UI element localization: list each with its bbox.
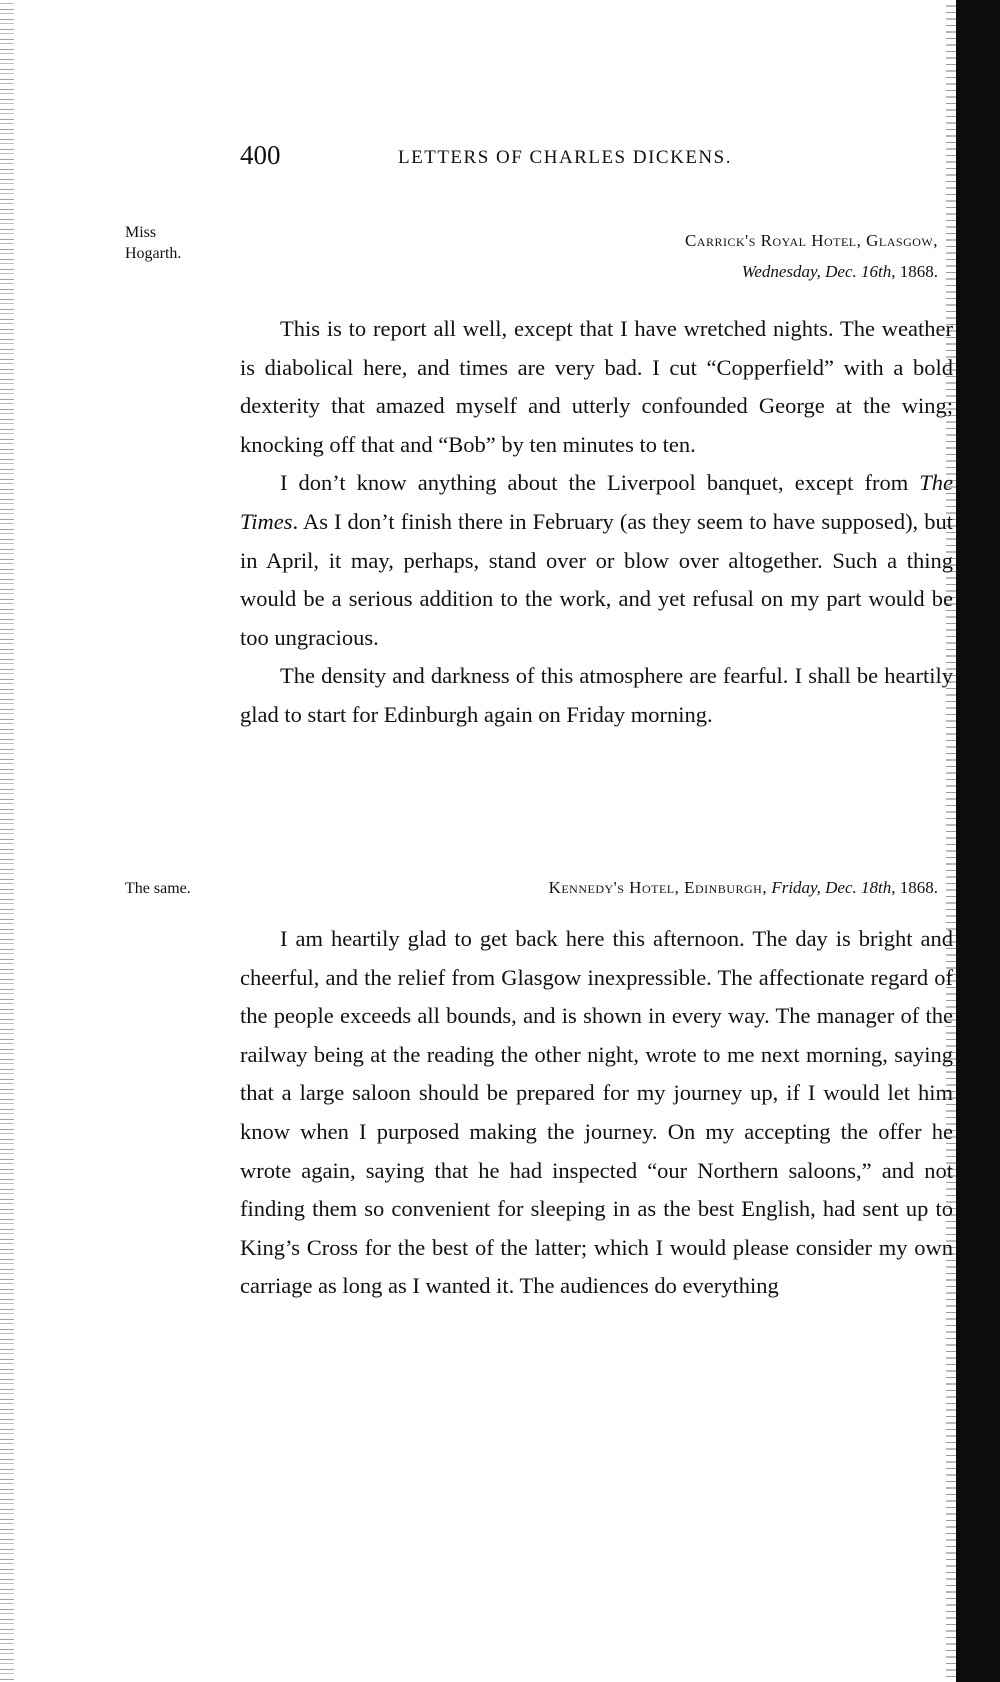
paragraph-text: I don’t know anything about the Liverpool banquet, except from bbox=[280, 470, 920, 496]
scan-edge-right bbox=[956, 0, 1000, 1682]
book-title: LETTERS OF CHARLES DICKENS. bbox=[398, 147, 732, 168]
newspaper-title: The Times bbox=[240, 470, 953, 534]
letter-place: Carrick's Royal Hotel, Glasgow, bbox=[684, 231, 938, 250]
recipient-note-1 bbox=[125, 222, 225, 264]
letter-date bbox=[549, 872, 938, 903]
dateline-1 bbox=[685, 225, 938, 287]
paragraph bbox=[240, 464, 953, 657]
paragraph bbox=[240, 310, 953, 464]
recipient-note-line: Miss bbox=[125, 224, 157, 241]
letter-date-text: Friday, Dec. 18th, bbox=[767, 878, 896, 897]
paragraph-text: This is to report all well, except that I have wretched nights. The weather is diabolical here, and times are very bad. I cut “Copperfield” with a bold dexterity that amazed myself and utterly confounded George at the wing; knocking off that and “Bob” by ten minutes to ten. bbox=[240, 316, 953, 457]
page-number: 400 bbox=[240, 140, 281, 170]
letter-body-1 bbox=[240, 310, 953, 735]
running-head bbox=[240, 140, 940, 180]
letter-date bbox=[685, 256, 938, 287]
paragraph-text: I am heartily glad to get back here this afternoon. The day is bright and cheerful, and the relief from Glasgow inexpressible. The affectionate regard of the people exceeds all bounds, and is shown in every way. The manager of the railway being at the reading the other night, wrote to me next morning, saying that a large saloon should be prepared for my journey up, if I would let him know when I purposed making the journey. On my accepting the offer he wrote again, saying that he had inspected “our Northern saloons,” and not finding them so convenient for sleeping in as the best English, had sent up to King’s Cross for the best of the latter; which I would please consider my own carriage as long as I wanted it. The audiences do everything bbox=[240, 926, 953, 1299]
letter-body-2 bbox=[240, 920, 953, 1306]
recipient-note-2 bbox=[125, 878, 225, 899]
paragraph bbox=[240, 920, 953, 1306]
recipient-note-line: The same. bbox=[125, 880, 191, 897]
recipient-note-line: Hogarth. bbox=[125, 245, 182, 262]
paragraph-text: The density and darkness of this atmosphere are fearful. I shall be heartily glad to start for Edinburgh again on Friday morning. bbox=[240, 663, 953, 727]
dateline-2 bbox=[549, 872, 938, 903]
scan-edge-left bbox=[0, 0, 14, 1682]
paragraph-text: . As I don’t finish there in February (as they seem to have supposed), but in April, it may, perhaps, stand over or blow over altogether. Such a thing would be a serious addition to the work, and yet refusal on my part would be too ungracious. bbox=[240, 508, 953, 650]
letter-year: 1868. bbox=[895, 262, 938, 281]
letter-place: Kennedy's Hotel, Edinburgh, bbox=[548, 878, 768, 897]
letter-year: 1868. bbox=[895, 878, 938, 897]
scan-edge-right-fringe bbox=[946, 0, 956, 1682]
letter-date-text: Wednesday, Dec. 16th, bbox=[741, 262, 896, 281]
paragraph bbox=[240, 657, 953, 734]
